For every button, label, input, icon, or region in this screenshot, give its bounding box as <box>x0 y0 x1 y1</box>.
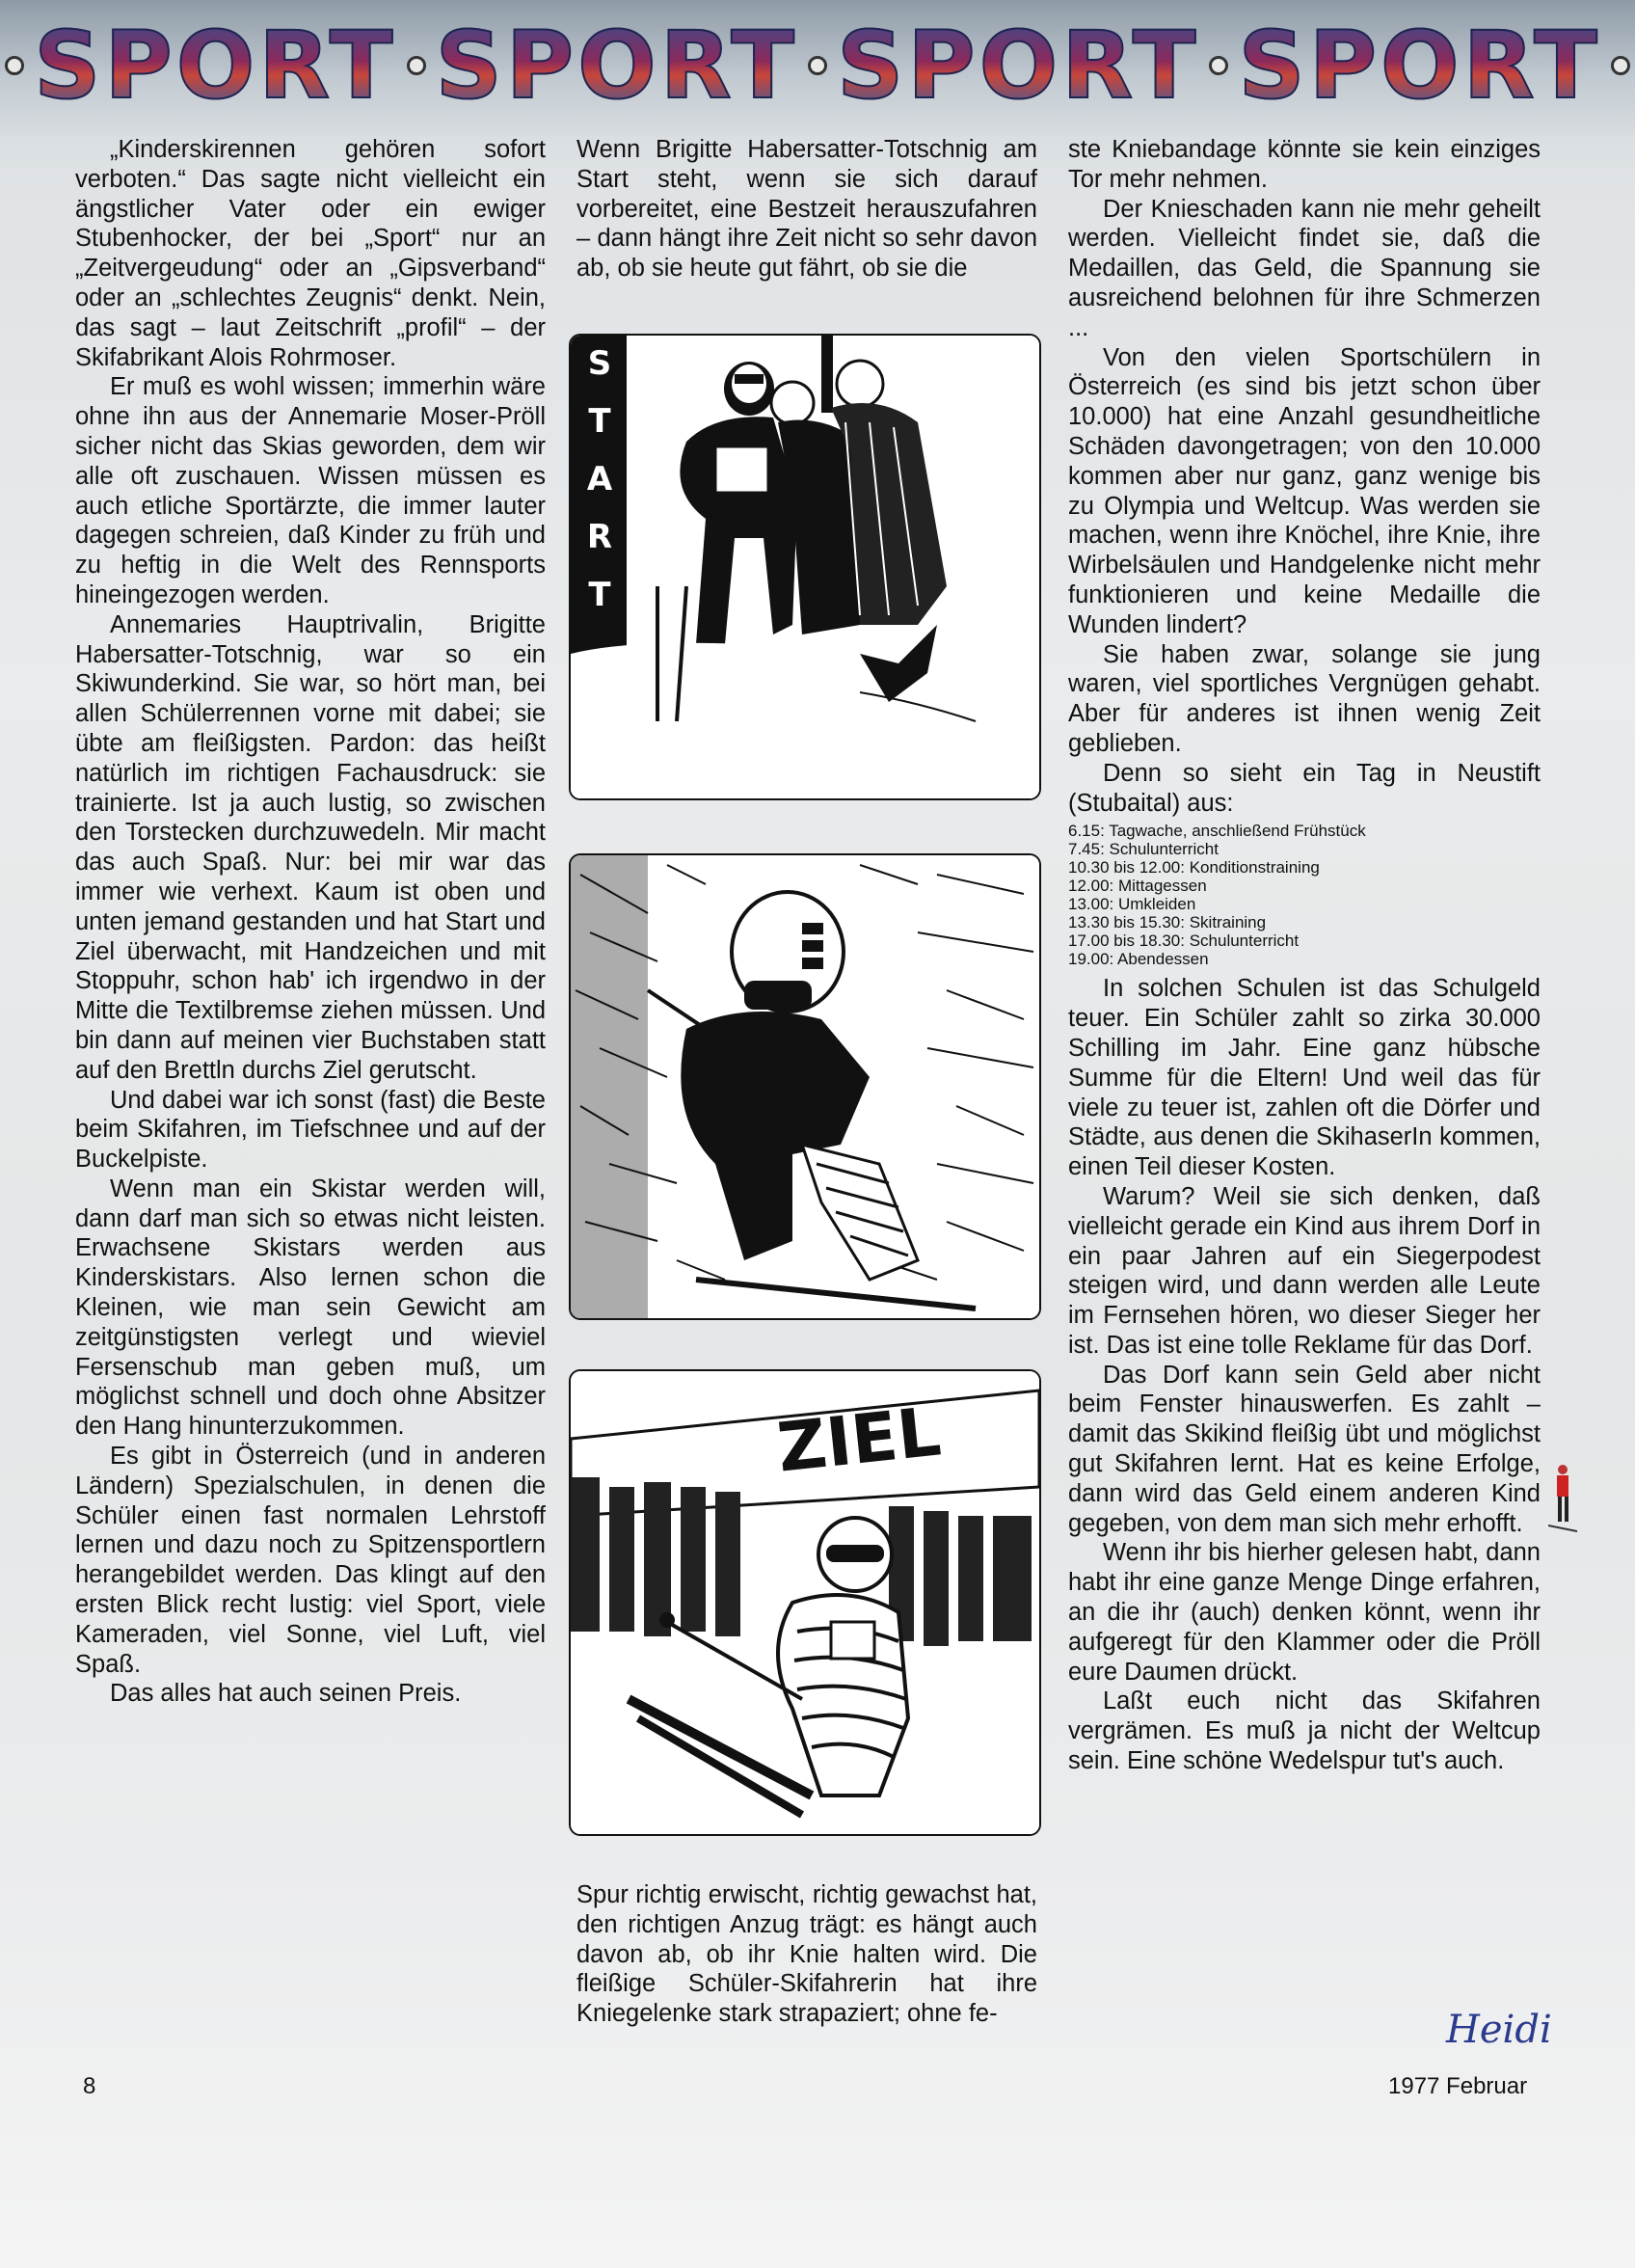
article-column-2-top <box>576 135 1037 284</box>
bullet-dot <box>407 56 426 75</box>
bullet-dot <box>1209 56 1228 75</box>
start-sign-letter: T <box>588 402 611 441</box>
start-sign-letter: A <box>586 460 613 499</box>
bullet-dot <box>5 56 24 75</box>
ziel-sign-text: ZIEL <box>773 1391 945 1488</box>
illustration-start <box>569 334 1041 800</box>
sport-word: SPORT <box>34 12 397 120</box>
author-signature: Heidi <box>1446 2008 1552 2052</box>
paragraph: Wenn ihr bis hierher gelesen habt, dann habt ihr eine ganze Menge Dinge erfahren, an die ihr (auch) denken könnt, wenn ihr aufgeregt für den Klammer oder die Pröll eure Daumen drückt. <box>1068 1539 1541 1686</box>
paragraph: In solchen Schulen ist das Schulgeld teuer. Ein Schüler zahlt so zirka 30.000 Schilling im Jahr. Eine ganz hübsche Summe für die Eltern! Und weil das für viele zu teuer ist, zahlen oft die Dörfer und Städte, aus denen die SkihaserIn kommen, einen Teil dieser Kosten. <box>1068 975 1541 1181</box>
paragraph: Denn so sieht ein Tag in Neustift (Stubaital) aus: <box>1068 759 1541 817</box>
paragraph: Und dabei war ich sonst (fast) die Beste beim Skifahren, im Tiefschnee und auf der Buckelpiste. <box>75 1086 546 1174</box>
header-banner <box>0 0 1635 135</box>
paragraph: Es gibt in Österreich (und in anderen Ländern) Spezialschulen, in denen die Schüler einen fast normalen Lehrstoff lernen und dazu noch zu Spitzensportlern herangebildet werden. Das klingt auf den ersten Blick recht lustig: viel Sport, viele Kameraden, viel Sonne, viel Luft, viel Spaß. <box>75 1443 546 1678</box>
article-column-2-bottom <box>576 1880 1037 2029</box>
schedule-item: 13.30 bis 15.30: Skitraining <box>1068 913 1267 932</box>
article-column-3 <box>1068 135 1541 1776</box>
illustration-ziel <box>569 1369 1041 1836</box>
schedule-item: 17.00 bis 18.30: Schulunterricht <box>1068 932 1300 951</box>
start-drawing <box>571 336 1039 798</box>
start-sign-letter: S <box>587 344 612 383</box>
illustration-racer <box>569 853 1041 1320</box>
paragraph: Annemaries Hauptrivalin, Brigitte Habersatter-Totschnig, war so ein Skiwunderkind. Sie war, so hört man, bei allen Schülerrennen vorne mit dabei; sie übte am fleißigsten. Pardon: das heißt natürlich im richtigen Fachausdruck: sie trainierte. Ist ja auch lustig, so zwischen den Torstecken durchzuwedeln. Mir macht das auch Spaß. Nur: bei mir war das immer wie verhext. Kaum ist oben und unten jemand gestanden und hat Start und Ziel überwacht, mit Handzeichen und mit Stoppuhr, schon hab' ich irgendwo in der Mitte die Textilbremse ziehen müssen. Und bin dann auf meinen vier Buchstaben statt auf den Brettln durchs Ziel gerutscht. <box>75 610 546 1084</box>
sport-word: SPORT <box>837 12 1200 120</box>
page-number: 8 <box>83 2073 96 2099</box>
paragraph: ste Kniebandage könnte sie kein einziges Tor mehr nehmen. <box>1068 136 1541 193</box>
paragraph: Das Dorf kann sein Geld aber nicht beim Fenster hinauswerfen. Es zahlt – damit das Skikind fleißig übt und möglichst gut Skifahren lernt. Hat es keine Erfolge, dann wird das Geld einem anderen Kind gegeben, von dem man sich mehr erhofft. <box>1068 1361 1541 1537</box>
sport-banner-words <box>0 12 1635 120</box>
paragraph: Warum? Weil sie sich denken, daß vielleicht gerade ein Kind aus ihrem Dorf in ein paar Jahren auf ein Siegerpodest steigen wird, und dann werden alle Leute im Fernsehen hören, wo dieser Sieger her ist. Das ist eine tolle Reklame für das Dorf. <box>1068 1182 1541 1359</box>
schedule-item: 13.00: Umkleiden <box>1068 895 1196 914</box>
ziel-drawing <box>571 1371 1039 1834</box>
paragraph: Von den vielen Sportschülern in Österreich (es sind bis jetzt schon über 10.000) hat eine Anzahl gesundheitliche Schäden davongetragen; von den 10.000 kommen aber nur ganz, ganz wenige bis zu Olympia und Weltcup. Was werden sie machen, wenn ihre Knöchel, ihre Knie, ihre Wirbelsäulen und Handgelenke nicht mehr funktionieren und keine Medaille die Wunden lindert? <box>1068 343 1541 638</box>
skier-figure-icon <box>1548 1464 1577 1533</box>
start-sign-letter: R <box>586 518 613 556</box>
racer-drawing <box>571 855 1039 1318</box>
article-column-1 <box>75 135 546 1709</box>
sport-word: SPORT <box>435 12 798 120</box>
sport-word: SPORT <box>1238 12 1601 120</box>
paragraph: Der Knieschaden kann nie mehr geheilt werden. Vielleicht findet sie, daß die Medaillen, das Geld, die Spannung sie ausreichend belohnen für ihre Schmerzen ... <box>1068 195 1541 341</box>
bullet-dot <box>808 56 827 75</box>
paragraph: Er muß es wohl wissen; immerhin wäre ohne ihn aus der Annemarie Moser-Pröll sicher nicht das Skias geworden, dem wir alle oft zuschauen. Wissen müssen es auch etliche Sportärzte, die immer lauter dagegen schreien, daß Kinder zu früh und zu heftig in die Welt des Rennsports hineingezogen werden. <box>75 373 546 608</box>
schedule-item: 6.15: Tagwache, anschließend Frühstück <box>1068 822 1366 841</box>
paragraph: Laßt euch nicht das Skifahren vergrämen. Es muß ja nicht der Weltcup sein. Eine schöne Wedelspur tut's auch. <box>1068 1688 1541 1775</box>
paragraph: Sie haben zwar, solange sie jung waren, viel sportliches Vergnügen gehabt. Aber für anderes ist ihnen wenig Zeit geblieben. <box>1068 640 1541 757</box>
paragraph: Wenn Brigitte Habersatter-Totschnig am Start steht, wenn sie sich darauf vorbereitet, eine Bestzeit herauszufahren – dann hängt ihre Zeit nicht so sehr davon ab, ob sie heute gut fährt, ob sie die <box>576 136 1037 283</box>
start-sign-letter: T <box>588 576 611 614</box>
paragraph: „Kinderskirennen gehören sofort verboten.“ Das sagte nicht vielleicht ein ängstlicher Vater oder ein ewiger Stubenhocker, der bei „Sport“ nur an „Zeitvergeudung“ oder an „Gipsverband“ oder an „schlechtes Zeugnis“ denkt. Nein, das sagt – laut Zeitschrift „profil“ – der Skifabrikant Alois Rohrmoser. <box>75 136 546 371</box>
paragraph: Das alles hat auch seinen Preis. <box>110 1680 462 1708</box>
daily-schedule <box>1068 822 1541 968</box>
schedule-item: 10.30 bis 12.00: Konditionstraining <box>1068 858 1320 878</box>
issue-date: 1977 Februar <box>1388 2073 1528 2099</box>
paragraph: Wenn man ein Skistar werden will, dann darf man sich so etwas nicht leisten. Erwachsene Skistars werden aus Kinderskistars. Also lernen schon die Kleinen, wie man sein Gewicht am zeitgünstigsten verlegt und wieviel Fersenschub man geben muß, um möglichst schnell und doch ohne Absitzer den Hang hinunterzukommen. <box>75 1174 546 1441</box>
bullet-dot <box>1611 56 1630 75</box>
schedule-item: 12.00: Mittagessen <box>1068 877 1207 896</box>
schedule-item: 19.00: Abendessen <box>1068 950 1209 969</box>
paragraph: Spur richtig erwischt, richtig gewachst hat, den richtigen Anzug trägt: es hängt auch davon ab, ob ihr Knie halten wird. Die fleißige Schüler-Skifahrerin hat ihre Kniegelenke stark strapaziert; ohne fe- <box>576 1881 1037 2028</box>
schedule-item: 7.45: Schulunterricht <box>1068 840 1219 859</box>
